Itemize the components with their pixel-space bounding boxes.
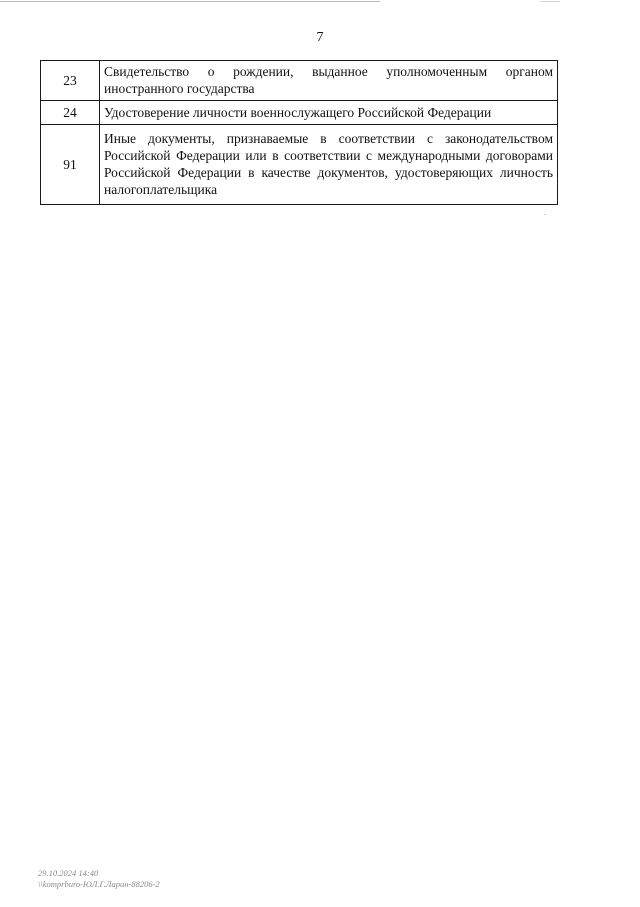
page-number: 7: [316, 30, 324, 45]
print-timestamp: 29.10.2024 14:40: [38, 868, 99, 878]
table-row: [41, 125, 558, 205]
table-row: [41, 101, 558, 125]
document-code: 91: [41, 125, 100, 205]
table-row: [41, 61, 558, 101]
document-code: 24: [41, 101, 100, 125]
document-description: Иные документы, признаваемые в соответствии с законодательством Российской Федерации или в соответствии с международными договорами Российской Федерации в качестве документов, удостоверяющих личность налогоплательщика: [100, 125, 558, 205]
scan-edge-mark: [540, 1, 560, 2]
document-description: Удостоверение личности военнослужащего Российской Федерации: [100, 101, 558, 125]
document-code: 23: [41, 61, 100, 101]
scan-edge-line: [0, 1, 380, 2]
document-description: Свидетельство о рождении, выданное уполномоченным органом иностранного государства: [100, 61, 558, 101]
scan-speck: [544, 214, 546, 215]
print-footer: [38, 868, 160, 890]
document-types-table: [40, 60, 558, 205]
print-file-path: \\komprburo-ЮЛ.Г.Ларин-88206-2: [38, 879, 160, 889]
